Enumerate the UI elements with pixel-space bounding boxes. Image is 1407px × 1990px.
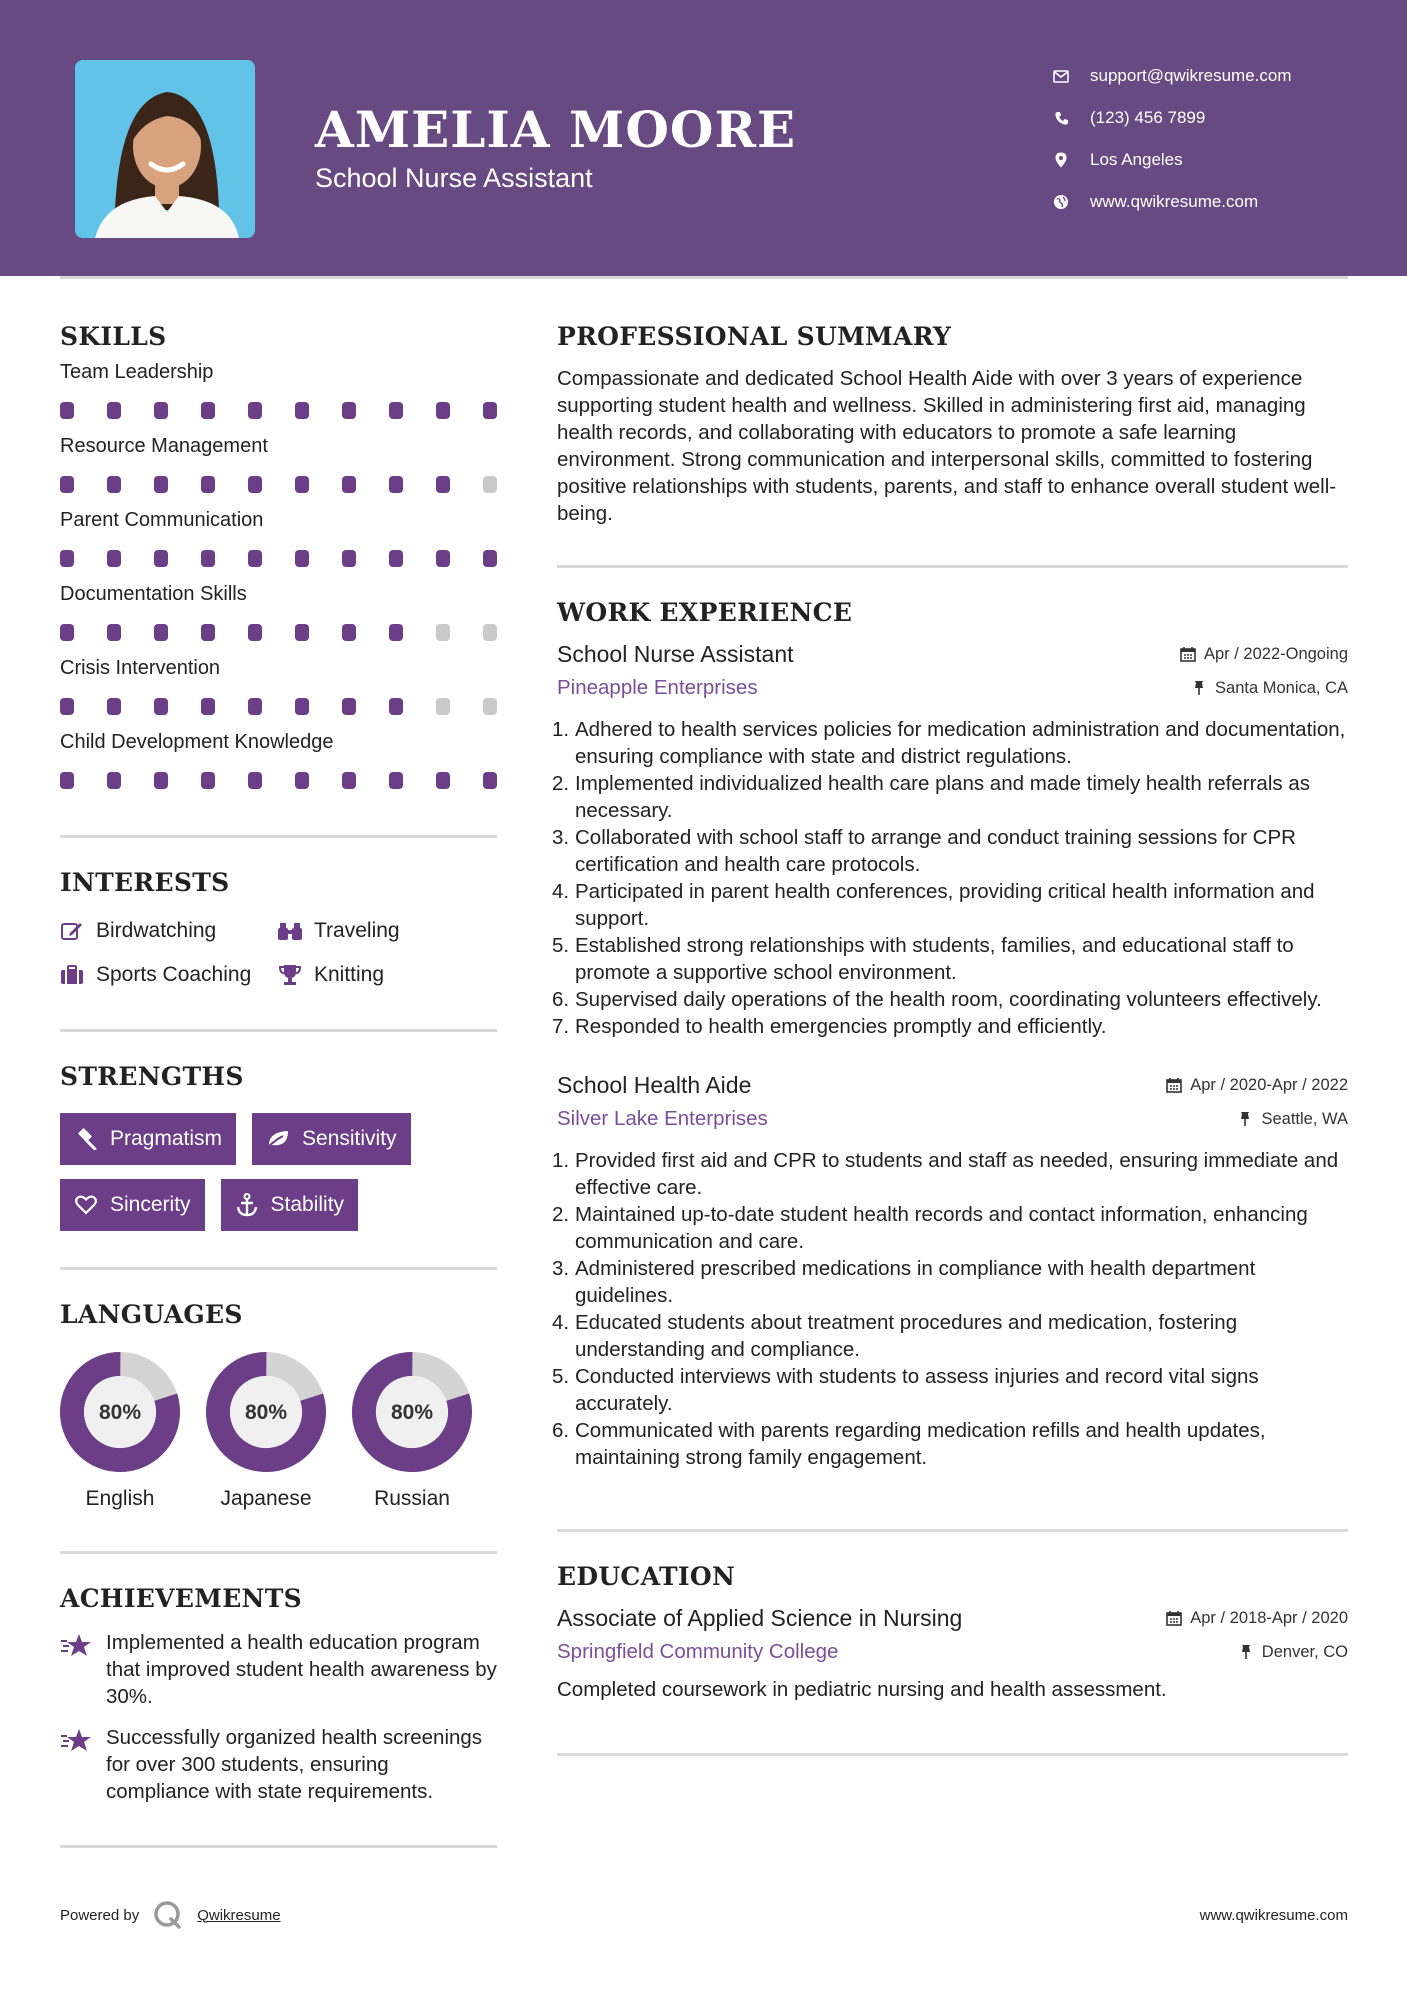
strength-label: Pragmatism: [110, 1127, 223, 1150]
trophy-icon: [278, 963, 302, 987]
rating-dot-empty: [483, 476, 497, 493]
interest-label: Birdwatching: [96, 919, 217, 942]
achievements-list: [60, 1629, 497, 1805]
section-divider: [60, 1845, 497, 1848]
language-item: [352, 1351, 472, 1511]
rating-dot-filled: [342, 698, 356, 715]
achievements-heading: ACHIEVEMENTS: [60, 1584, 302, 1613]
skill-item: [60, 583, 497, 643]
rating-dot-filled: [107, 550, 121, 567]
rating-dot-filled: [60, 550, 74, 567]
language-name: Russian: [374, 1487, 450, 1510]
strengths-list: [60, 1113, 497, 1231]
job-bullet: Supervised daily operations of the health room, coordinating volunteers effectively.: [575, 988, 1322, 1011]
pushpin-icon: [1237, 1643, 1255, 1661]
rating-dot-filled: [60, 402, 74, 419]
language-name: English: [85, 1487, 155, 1510]
job-bullet: Collaborated with school staff to arrange and conduct training sessions for CPR certification and health care protocols.: [575, 826, 1296, 876]
rating-dot-filled: [248, 402, 262, 419]
rating-dot-filled: [436, 402, 450, 419]
calendar-icon: [1179, 645, 1197, 663]
job-bullet: Implemented individualized health care plans and made timely health referrals as necessary.: [575, 772, 1310, 822]
job-bullet: Educated students about treatment procedures and medication, fostering understanding and compliance.: [575, 1311, 1238, 1361]
rating-dot-filled: [201, 772, 215, 789]
globe-icon: [1050, 191, 1072, 213]
languages-heading: LANGUAGES: [60, 1300, 243, 1329]
rating-dot-filled: [201, 550, 215, 567]
skill-rating: [60, 473, 497, 495]
qwikresume-logo-icon: [153, 1900, 183, 1930]
language-name: Japanese: [220, 1487, 312, 1510]
language-item: [60, 1351, 180, 1511]
gavel-icon: [74, 1127, 98, 1151]
rating-dot-filled: [389, 772, 403, 789]
pushpin-icon: [1190, 679, 1208, 697]
language-percent: 80%: [98, 1401, 142, 1424]
rating-dot-empty: [483, 698, 497, 715]
education-heading: EDUCATION: [557, 1562, 736, 1591]
skills-heading: SKILLS: [60, 322, 167, 351]
rating-dot-filled: [154, 772, 168, 789]
language-percent: 80%: [390, 1401, 434, 1424]
interest-item: [60, 919, 278, 943]
rating-dot-filled: [154, 624, 168, 641]
rating-dot-filled: [201, 698, 215, 715]
phone-icon: [1050, 107, 1072, 129]
achievement-item: [60, 1724, 497, 1805]
rating-dot-filled: [60, 624, 74, 641]
anchor-icon: [235, 1193, 259, 1217]
skill-item: [60, 435, 497, 495]
job-bullets: [557, 1147, 1348, 1471]
job-location: [1190, 679, 1348, 698]
powered-by: [60, 1900, 281, 1930]
degree-title: Associate of Applied Science in Nursing: [557, 1605, 963, 1631]
strength-label: Stability: [270, 1193, 345, 1216]
header-divider: [60, 276, 1348, 279]
job-title: School Health Aide: [557, 1072, 752, 1098]
skill-name: Documentation Skills: [60, 583, 247, 605]
rating-dot-empty: [436, 698, 450, 715]
language-item: [206, 1351, 326, 1511]
rating-dot-filled: [154, 476, 168, 493]
language-gauge: [205, 1351, 327, 1473]
contact-website-text: www.qwikresume.com: [1090, 192, 1259, 211]
interests-list: [60, 919, 497, 987]
rating-dot-filled: [483, 772, 497, 789]
interest-label: Traveling: [314, 919, 400, 942]
binoculars-icon: [278, 919, 302, 943]
job-bullet: Communicated with parents regarding medication refills and health updates, maintaining strong family engagement.: [575, 1419, 1266, 1469]
education-location-text: Denver, CO: [1261, 1642, 1348, 1661]
skill-name: Parent Communication: [60, 509, 264, 531]
rating-dot-filled: [436, 550, 450, 567]
job-location-text: Santa Monica, CA: [1215, 678, 1348, 697]
job-bullets: [557, 716, 1348, 1040]
candidate-role: School Nurse Assistant: [315, 163, 593, 193]
section-divider: [557, 565, 1348, 568]
language-gauge: [351, 1351, 473, 1473]
rating-dot-empty: [436, 624, 450, 641]
job-bullet: Administered prescribed medications in compliance with health department guidelines.: [575, 1257, 1256, 1307]
rating-dot-filled: [295, 550, 309, 567]
summary-heading: PROFESSIONAL SUMMARY: [557, 322, 952, 351]
rating-dot-filled: [342, 550, 356, 567]
rating-dot-filled: [154, 698, 168, 715]
rating-dot-filled: [389, 402, 403, 419]
rating-dot-filled: [342, 476, 356, 493]
strengths-heading: STRENGTHS: [60, 1062, 244, 1091]
rating-dot-filled: [483, 550, 497, 567]
rating-dot-filled: [389, 476, 403, 493]
rating-dot-filled: [483, 402, 497, 419]
rating-dot-filled: [107, 624, 121, 641]
skill-rating: [60, 769, 497, 791]
strength-label: Sensitivity: [302, 1127, 397, 1150]
pencil-icon: [60, 919, 84, 943]
job-entry: [557, 1072, 1348, 1471]
section-divider: [60, 1267, 497, 1270]
summary-text: Compassionate and dedicated School Health Aide with over 3 years of experience supporting student health and wellness. Skilled in administering first aid, managing health records, and collaborating with educators to promote a safe learning environment. Strong communication and interpersonal skills, committed to fostering positive relationships with students, parents, and staff to enhance overall student well-being.: [557, 367, 1337, 525]
job-dates-text: Apr / 2022-Ongoing: [1203, 644, 1348, 663]
skill-rating: [60, 695, 497, 717]
interest-label: Knitting: [314, 963, 385, 986]
skill-name: Crisis Intervention: [60, 657, 221, 679]
education-location: [1237, 1643, 1348, 1662]
achievement-text: Implemented a health education program that improved student health awareness by 30%.: [106, 1631, 497, 1708]
rating-dot-filled: [154, 402, 168, 419]
skill-name: Team Leadership: [60, 361, 214, 383]
rating-dot-filled: [436, 476, 450, 493]
strength-badge: [60, 1179, 205, 1231]
brand-link[interactable]: Qwikresume: [197, 1906, 281, 1924]
briefcase-icon: [60, 963, 84, 987]
page-footer: [60, 1900, 1348, 1930]
rating-dot-filled: [389, 624, 403, 641]
rating-dot-filled: [389, 550, 403, 567]
skills-list: [60, 361, 497, 791]
rating-dot-filled: [248, 698, 262, 715]
company-name: Silver Lake Enterprises: [557, 1107, 768, 1130]
rating-dot-filled: [342, 772, 356, 789]
skill-item: [60, 361, 497, 421]
calendar-icon: [1165, 1076, 1183, 1094]
rating-dot-filled: [201, 476, 215, 493]
calendar-icon: [1165, 1609, 1183, 1627]
rating-dot-filled: [342, 624, 356, 641]
rating-dot-filled: [295, 772, 309, 789]
rating-dot-filled: [107, 476, 121, 493]
contact-email-text: support@qwikresume.com: [1090, 66, 1292, 85]
rating-dot-filled: [389, 698, 403, 715]
languages-list: [60, 1351, 497, 1511]
skill-rating: [60, 621, 497, 643]
contact-phone-text: (123) 456 7899: [1090, 108, 1206, 127]
interests-heading: INTERESTS: [60, 868, 230, 897]
education-dates-text: Apr / 2018-Apr / 2020: [1190, 1608, 1348, 1627]
rating-dot-filled: [107, 698, 121, 715]
job-bullet: Responded to health emergencies promptly and efficiently.: [575, 1015, 1107, 1038]
experience-heading: WORK EXPERIENCE: [557, 598, 853, 627]
rating-dot-filled: [107, 402, 121, 419]
rating-dot-filled: [201, 624, 215, 641]
interest-item: [278, 919, 478, 943]
job-title: School Nurse Assistant: [557, 641, 794, 667]
rating-dot-filled: [295, 698, 309, 715]
rating-dot-filled: [295, 624, 309, 641]
strength-label: Sincerity: [110, 1193, 191, 1216]
interest-item: [60, 963, 278, 987]
rating-dot-filled: [342, 402, 356, 419]
achievement-item: [60, 1629, 497, 1710]
star-icon: [60, 1631, 92, 1661]
skill-item: [60, 731, 497, 791]
rating-dot-filled: [107, 772, 121, 789]
profile-photo: [75, 60, 255, 238]
footer-url[interactable]: www.qwikresume.com: [1199, 1906, 1348, 1924]
right-column: [557, 322, 1348, 1756]
contact-location: [1050, 139, 1292, 181]
candidate-name: AMELIA MOORE: [315, 100, 797, 159]
job-location-text: Seattle, WA: [1261, 1109, 1348, 1128]
rating-dot-filled: [295, 402, 309, 419]
education-description: Completed coursework in pediatric nursing and health assessment.: [557, 1678, 1167, 1701]
powered-by-text: Powered by: [60, 1906, 140, 1924]
contact-website[interactable]: [1050, 181, 1292, 223]
rating-dot-filled: [154, 550, 168, 567]
strength-badge: [221, 1179, 359, 1231]
left-column: [60, 322, 497, 1848]
skill-rating: [60, 399, 497, 421]
education-dates: [1165, 1609, 1348, 1628]
job-dates: [1179, 645, 1348, 664]
skill-name: Child Development Knowledge: [60, 731, 334, 753]
rating-dot-filled: [60, 772, 74, 789]
section-divider: [557, 1753, 1348, 1756]
achievement-text: Successfully organized health screenings for over 300 students, ensuring compliance with state requirements.: [106, 1726, 483, 1803]
rating-dot-filled: [248, 624, 262, 641]
language-percent: 80%: [244, 1401, 288, 1424]
interest-label: Sports Coaching: [96, 963, 252, 986]
rating-dot-filled: [60, 698, 74, 715]
section-divider: [60, 1029, 497, 1032]
contact-list: [1050, 55, 1292, 223]
skill-item: [60, 657, 497, 717]
company-name: Pineapple Enterprises: [557, 676, 758, 699]
job-bullet: Provided first aid and CPR to students and staff as needed, ensuring immediate and effective care.: [575, 1149, 1339, 1199]
skill-rating: [60, 547, 497, 569]
rating-dot-filled: [248, 476, 262, 493]
resume-header: [0, 0, 1407, 276]
strength-badge: [60, 1113, 236, 1165]
rating-dot-filled: [201, 402, 215, 419]
job-bullet: Participated in parent health conferences, providing critical health information and support.: [575, 880, 1315, 930]
job-bullet: Adhered to health services policies for medication administration and documentation, ensuring compliance with state and district regulations.: [575, 718, 1346, 768]
mail-icon: [1050, 65, 1072, 87]
location-pin-icon: [1050, 149, 1072, 171]
strength-badge: [252, 1113, 411, 1165]
star-icon: [60, 1726, 92, 1756]
rating-dot-filled: [295, 476, 309, 493]
job-dates: [1165, 1076, 1348, 1095]
job-location: [1236, 1110, 1348, 1129]
heart-icon: [74, 1193, 98, 1217]
section-divider: [60, 1551, 497, 1554]
job-bullet: Established strong relationships with students, families, and educational staff to promote a supportive school environment.: [575, 934, 1294, 984]
rating-dot-empty: [483, 624, 497, 641]
education-entry: [557, 1605, 1348, 1703]
skill-name: Resource Management: [60, 435, 268, 457]
job-bullet: Maintained up-to-date student health records and contact information, enhancing communication and care.: [575, 1203, 1308, 1253]
rating-dot-filled: [60, 476, 74, 493]
job-bullet: Conducted interviews with students to assess injuries and record vital signs accurately.: [575, 1365, 1259, 1415]
rating-dot-filled: [248, 772, 262, 789]
job-entry: [557, 641, 1348, 1040]
skill-item: [60, 509, 497, 569]
language-gauge: [59, 1351, 181, 1473]
section-divider: [60, 835, 497, 838]
pushpin-icon: [1236, 1110, 1254, 1128]
leaf-icon: [266, 1127, 290, 1151]
contact-email[interactable]: [1050, 55, 1292, 97]
job-dates-text: Apr / 2020-Apr / 2022: [1190, 1075, 1348, 1094]
contact-phone[interactable]: [1050, 97, 1292, 139]
rating-dot-filled: [248, 550, 262, 567]
rating-dot-filled: [436, 772, 450, 789]
school-name: Springfield Community College: [557, 1640, 839, 1663]
interest-item: [278, 963, 478, 987]
contact-location-text: Los Angeles: [1090, 150, 1183, 169]
section-divider: [557, 1529, 1348, 1532]
